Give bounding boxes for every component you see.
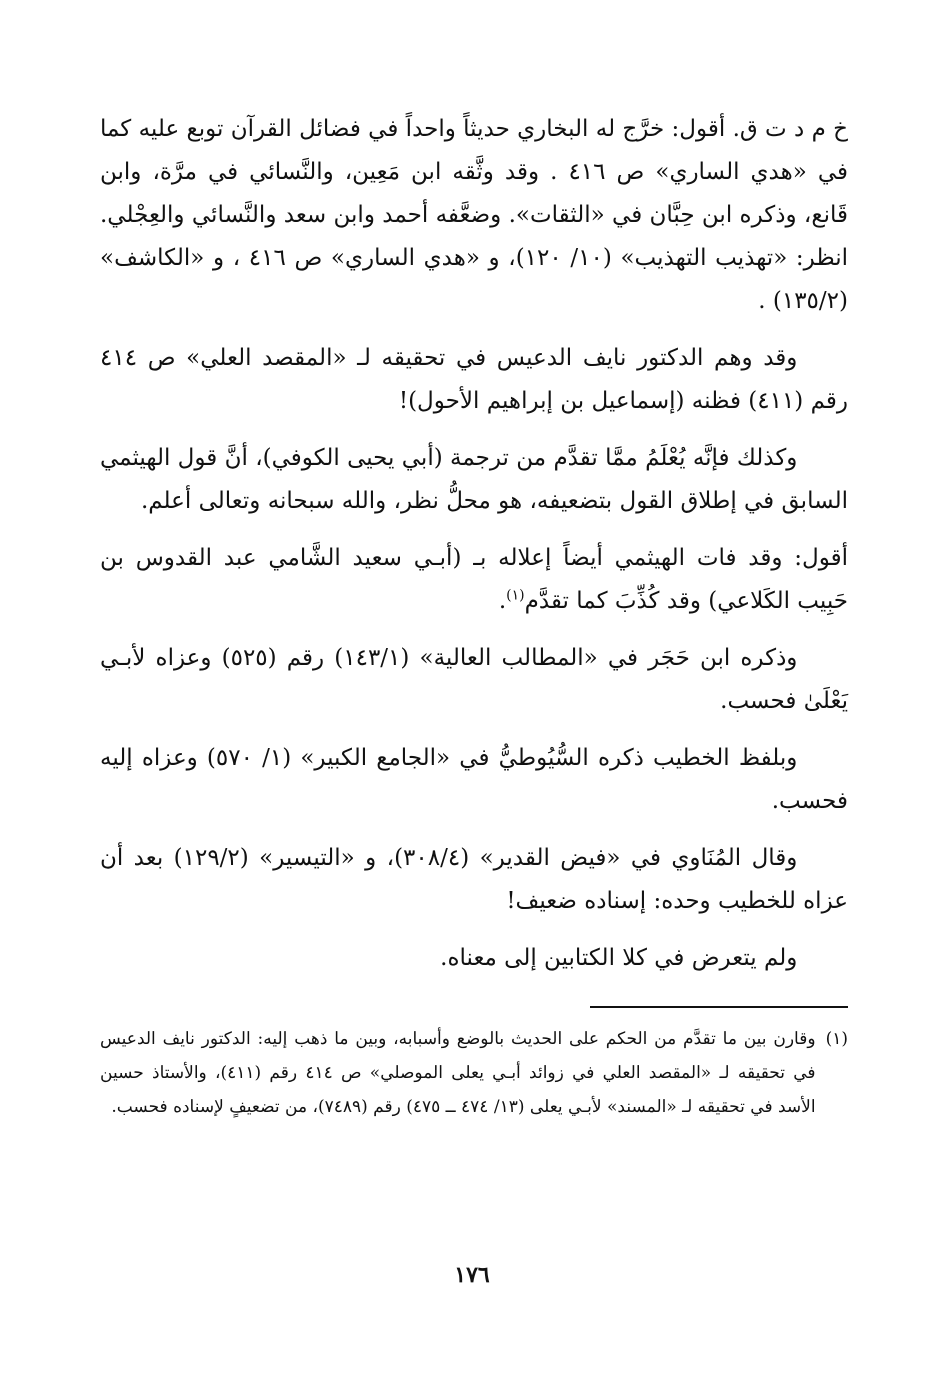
footnote-divider (590, 1006, 848, 1008)
paragraph-5: وذكره ابن حَجَر في «المطالب العالية» (١٤٣/١) رقم (٥٢٥) وعزاه لأبـي يَعْلَىٰ فحسب. (100, 645, 848, 714)
paragraph-4: أقول: وقد فات الهيثمي أيضاً إعلاله بـ (أبـي سعيد الشَّامي عبد القدوس بن حَبِيب الكَلاعي) وقد كُذِّبَ كما تقدَّم$^{(١)}$. (100, 545, 848, 614)
footnote-number: (١) (825, 1029, 848, 1049)
paragraph-7: وقال المُنَاوي في «فيض القدير» (٣٠٨/٤)، و «التيسير» (١٢٩/٢) بعد أن عزاه للخطيب وحده: إسناده ضعيف! (100, 845, 848, 914)
footnote (100, 1022, 848, 1124)
paragraph-4-text: أقول: وقد فات الهيثمي أيضاً إعلاله بـ (أبـي سعيد الشَّامي عبد القدوس بن حَبِيب الكَلاعي) وقد كُذِّبَ كما تقدَّم (100, 545, 848, 614)
paragraph-2: وقد وهم الدكتور نايف الدعيس في تحقيقه لـ «المقصد العلي» ص ٤١٤ رقم (٤١١) فظنه (إسماعيل بن إبراهيم الأحول)! (100, 345, 848, 414)
paragraph-6: وبلفظ الخطيب ذكره السُّيُوطيُّ في «الجامع الكبير» (١/ ٥٧٠) وعزاه إليه فحسب. (100, 745, 848, 814)
paragraph-3: وكذلك فإنَّه يُعْلَمُ ممَّا تقدَّم من ترجمة (أبي يحيى الكوفي)، أنَّ قول الهيثمي السابق في إطلاق القول بتضعيفه، هو محلُّ نظر، والله سبحانه وتعالى أعلم. (100, 445, 848, 514)
footnote-reference[interactable]: (١) (506, 587, 525, 604)
paragraph-1: خ م د ت ق. أقول: خرَّج له البخاري حديثاً واحداً في فضائل القرآن توبع عليه كما في «هدي الساري» ص ٤١٦ . وقد وثَّقه ابن مَعِين، والنَّسائي في مرَّة، وابن قَانع، وذكره ابن حِبَّان في «الثقات». وضعَّفه أحمد وابن سعد والنَّسائي والعِجْلي. انظر: «تهذيب التهذيب» (١٠/ ١٢٠)، و «هدي الساري» ص ٤١٦ ، و «الكاشف» (١٣٥/٢) . (100, 116, 849, 314)
main-text (100, 108, 848, 980)
paragraph-8: ولم يتعرض في كلا الكتابين إلى معناه. (440, 945, 798, 971)
page-number: ١٧٦ (454, 1262, 490, 1288)
footnote-text: وقارن بين ما تقدَّم من الحكم على الحديث بالوضع وأسبابه، وبين ما ذهب إليه: الدكتور نايف الدعيس في تحقيقه لـ «المقصد العلي في زوائد أبـي يعلى الموصلي» ص ٤١٤ رقم (٤١١)، والأستاذ حسين الأسد في تحقيقه لـ «المسند» لأبـي يعلى (١٣/ ٤٧٤ ــ ٤٧٥) رقم (٧٤٨٩)، من تضعيفٍ لإسناده فحسب. (100, 1029, 816, 1117)
